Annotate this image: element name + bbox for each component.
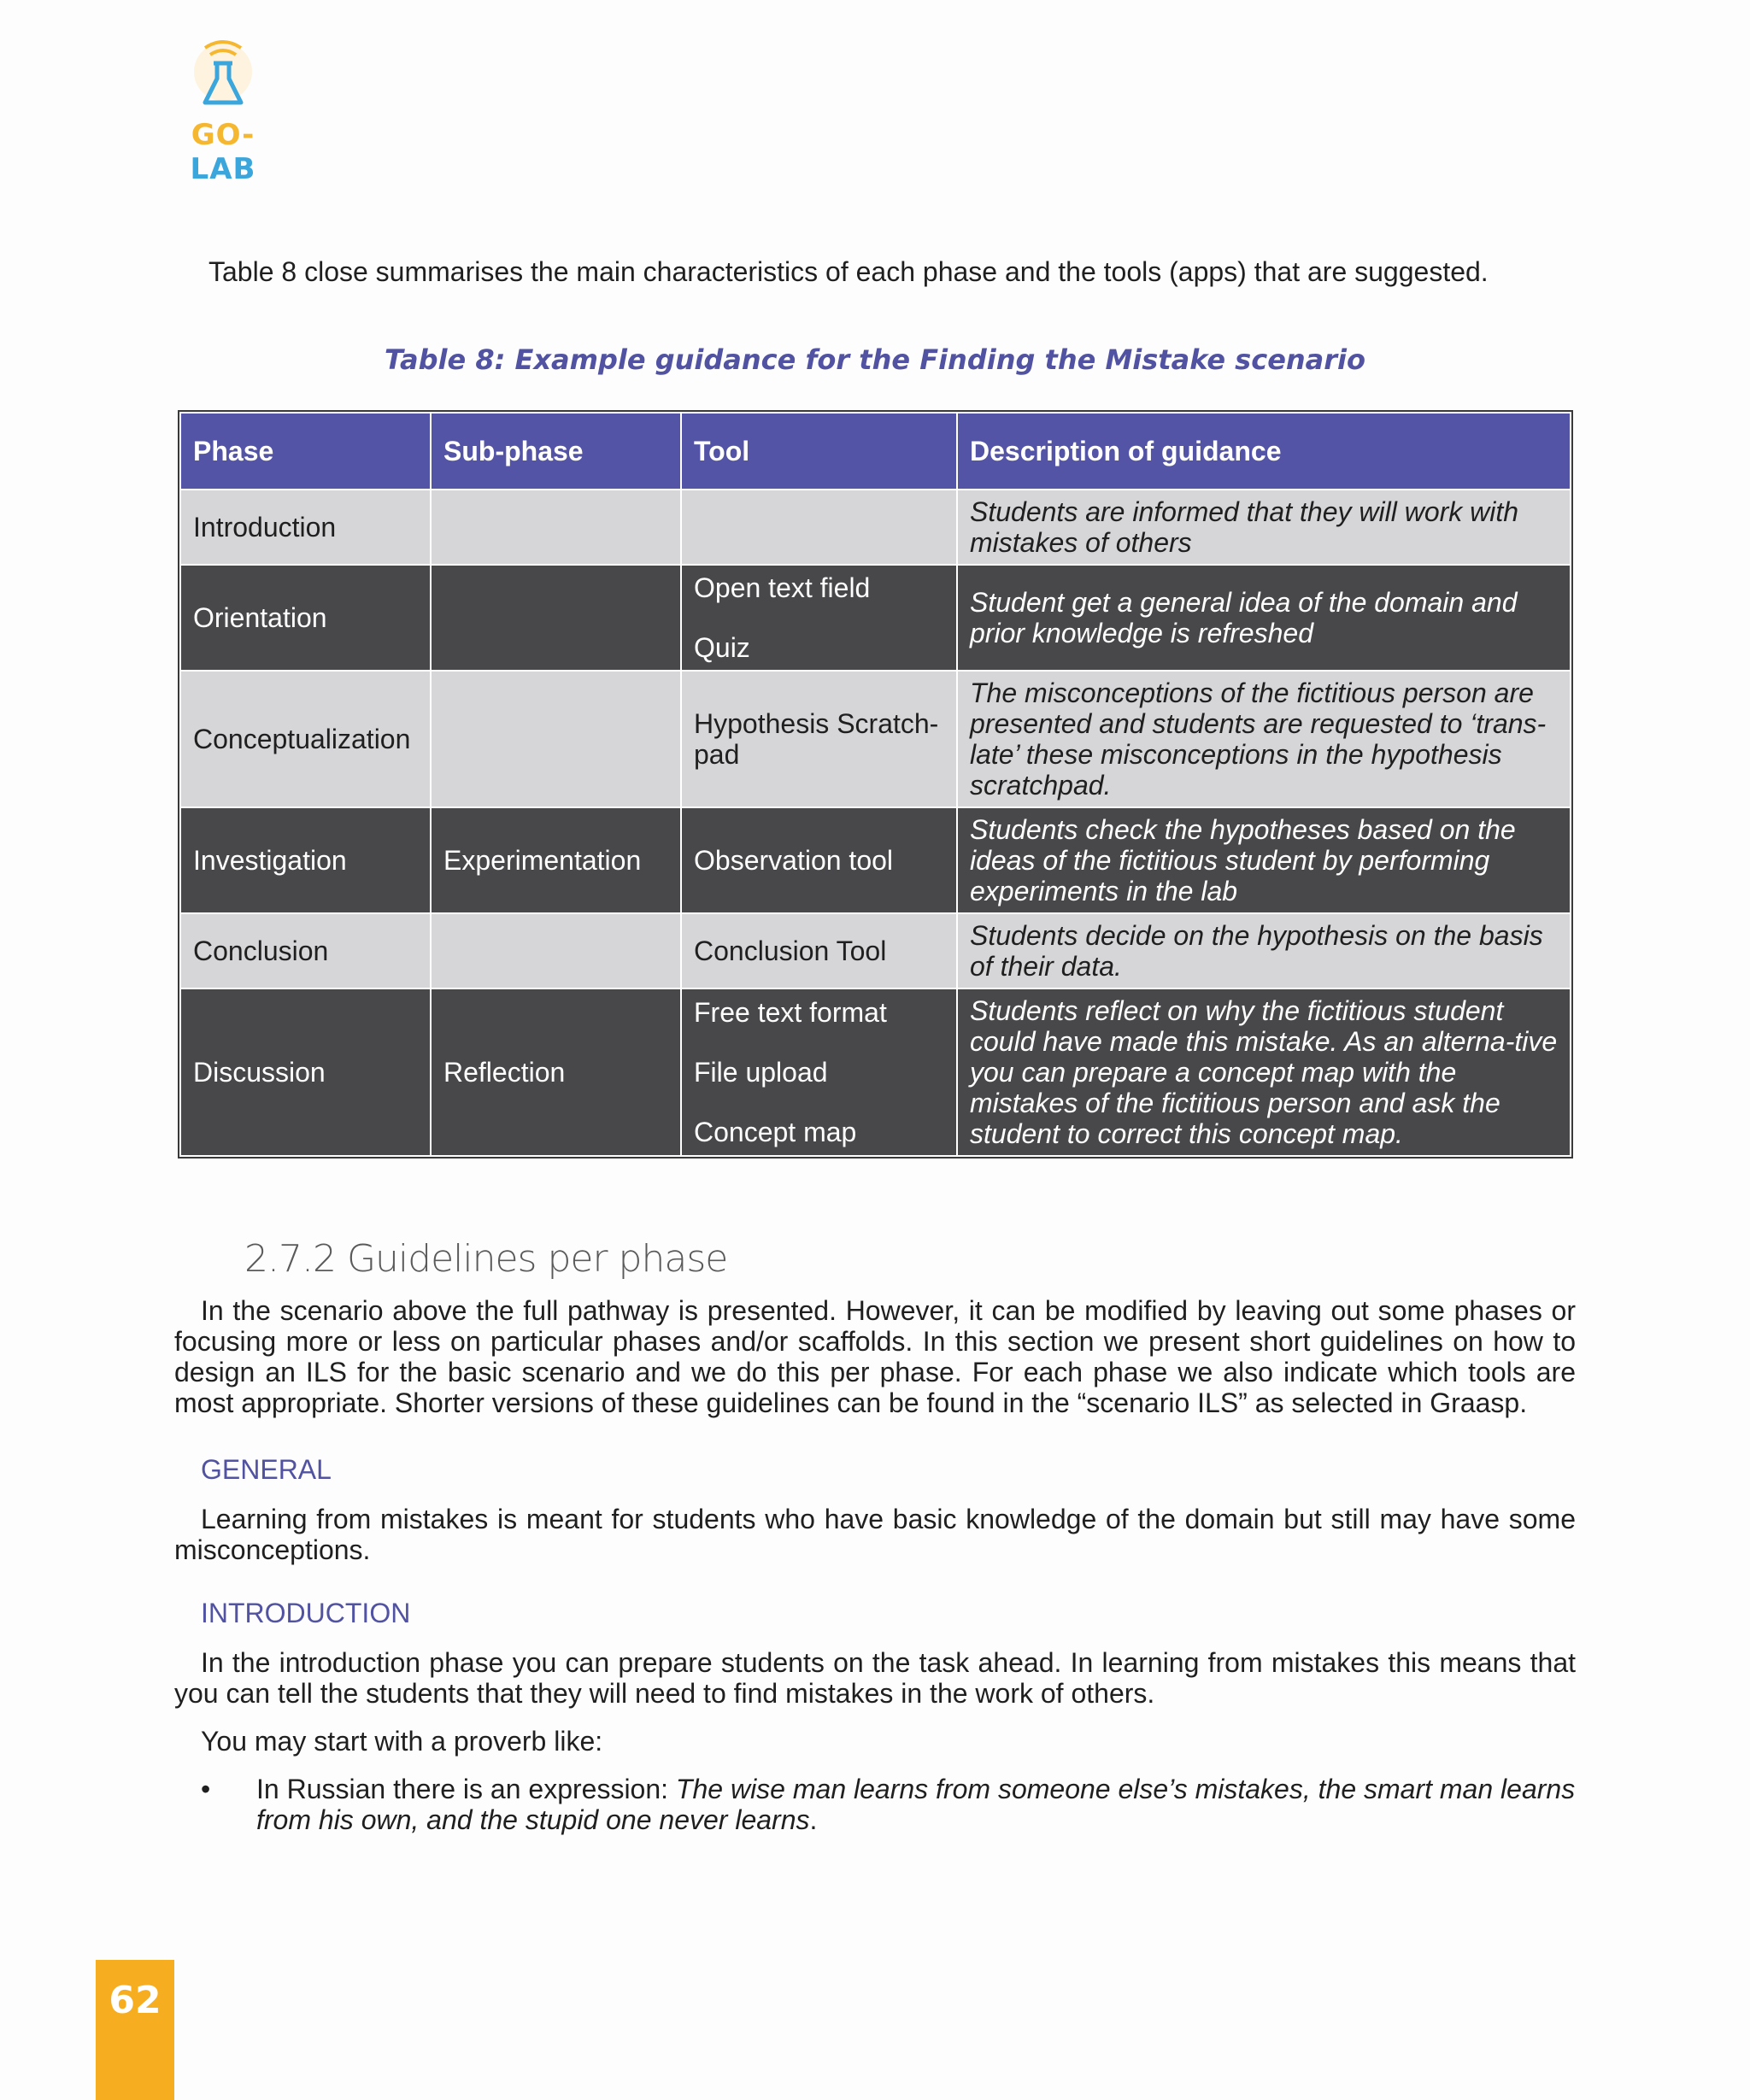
cell-phase: Investigation (180, 807, 431, 913)
paragraph-proverb-lead: You may start with a proverb like: (201, 1726, 603, 1757)
tool-item: File upload (694, 1057, 828, 1088)
heading-general: GENERAL (201, 1454, 332, 1485)
bullet-end: . (809, 1804, 818, 1835)
header-subphase: Sub-phase (431, 413, 681, 490)
tool-item: Free text format (694, 997, 887, 1028)
cell-tool: Observation tool (681, 807, 957, 913)
cell-phase: Orientation (180, 565, 431, 671)
cell-tool: Conclusion Tool (681, 913, 957, 988)
page-number: 62 (96, 1960, 174, 2100)
cell-phase: Introduction (180, 490, 431, 565)
section-title: 2.7.2 Guidelines per phase (244, 1237, 728, 1281)
logo-text: GO-LAB (190, 118, 256, 186)
table-row (180, 565, 1571, 671)
cell-subphase (431, 913, 681, 988)
header-tool: Tool (681, 413, 957, 490)
tool-item: Concept map (694, 1117, 857, 1147)
paragraph-general: Learning from mistakes is meant for students who have basic knowledge of the domain but still may have some misconceptions. (174, 1504, 1576, 1565)
table-header-row (180, 413, 1571, 490)
cell-description: Students decide on the hypothesis on the basis of their data. (957, 913, 1571, 988)
cell-phase: Discussion (180, 988, 431, 1156)
cell-subphase (431, 490, 681, 565)
table-row (180, 807, 1571, 913)
bullet-proverb (256, 1774, 1576, 1835)
header-phase: Phase (180, 413, 431, 490)
flask-icon (193, 34, 253, 116)
guidance-table (179, 412, 1571, 1157)
cell-tool (681, 565, 957, 671)
paragraph-introduction: In the introduction phase you can prepare students on the task ahead. In learning from mistakes this means that you can tell the students that they will need to find mistakes in the work of others. (174, 1647, 1576, 1709)
heading-introduction: INTRODUCTION (201, 1598, 411, 1628)
table-caption: Table 8: Example guidance for the Finding the Mistake scenario (385, 343, 1365, 376)
cell-subphase (431, 565, 681, 671)
intro-sentence: Table 8 close summarises the main characteristics of each phase and the tools (apps) that are suggested. (208, 256, 1489, 287)
cell-tool (681, 490, 957, 565)
tool-item: Open text field (694, 572, 871, 603)
cell-phase: Conclusion (180, 913, 431, 988)
bullet-marker: • (201, 1774, 211, 1804)
table-row (180, 671, 1571, 807)
bullet-quote: The wise man learns from someone else’s mistakes, the smart man learns from his own, and the stupid one never learns (256, 1774, 1576, 1835)
cell-subphase: Experimentation (431, 807, 681, 913)
paragraph-pathway: In the scenario above the full pathway is presented. However, it can be modified by leaving out some phases or focusing more or less on particular phases and/or scaffolds. In this section we present short guidelines on how to design an ILS for the basic scenario and we do this per phase. For each phase we also indicate which tools are most appropriate. Shorter versions of these guidelines can be found in the “scenario ILS” as selected in Graasp. (174, 1295, 1576, 1418)
cell-subphase: Reflection (431, 988, 681, 1156)
header-description: Description of guidance (957, 413, 1571, 490)
cell-description: The misconceptions of the fictitious person are presented and students are requested to ‘trans-late’ these misconceptions in the hypothesis scratchpad. (957, 671, 1571, 807)
cell-description: Students reflect on why the fictitious student could have made this mistake. As an alterna-tive you can prepare a concept map with the mistakes of the fictitious person and ask the student to correct this concept map. (957, 988, 1571, 1156)
go-lab-logo (159, 34, 287, 186)
cell-subphase (431, 671, 681, 807)
cell-description: Student get a general idea of the domain and prior knowledge is refreshed (957, 565, 1571, 671)
table-row (180, 490, 1571, 565)
table-row (180, 988, 1571, 1156)
table-row (180, 913, 1571, 988)
cell-phase: Conceptualization (180, 671, 431, 807)
cell-tool: Hypothesis Scratch-pad (681, 671, 957, 807)
bullet-lead: In Russian there is an expression: (256, 1774, 676, 1804)
cell-tool (681, 988, 957, 1156)
cell-description: Students check the hypotheses based on the ideas of the fictitious student by performing experiments in the lab (957, 807, 1571, 913)
tool-item: Quiz (694, 632, 750, 663)
cell-description: Students are informed that they will work with mistakes of others (957, 490, 1571, 565)
